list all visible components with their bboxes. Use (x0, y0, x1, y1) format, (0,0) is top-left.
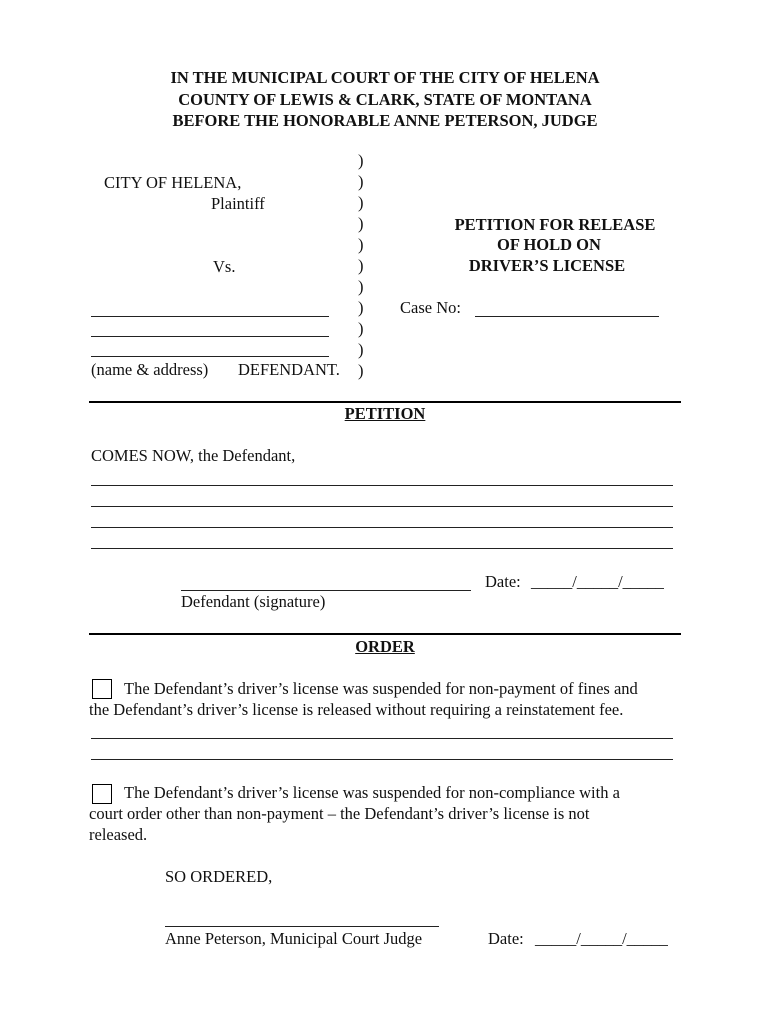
order-option-2-text-line-1: The Defendant’s driver’s license was suspended for non-compliance with a (124, 783, 620, 802)
petition-date-field[interactable]: _____/_____/_____ (531, 572, 664, 591)
plaintiff-name: CITY OF HELENA, (104, 173, 242, 192)
petition-heading: PETITION (344, 404, 426, 423)
document-title-line-1: PETITION FOR RELEASE (454, 215, 656, 234)
section-rule (89, 633, 681, 635)
defendant-signature-label: Defendant (signature) (181, 592, 326, 611)
defendant-blank-line-2[interactable] (91, 336, 329, 337)
court-header-line-3: BEFORE THE HONORABLE ANNE PETERSON, JUDGE (172, 111, 598, 130)
petition-text-line-2[interactable] (91, 506, 673, 507)
caption-parenthesis: ) (358, 256, 364, 275)
caption-parenthesis: ) (358, 214, 364, 233)
document-title-line-3: DRIVER’S LICENSE (468, 256, 626, 275)
defendant-name-note: (name & address) (91, 360, 209, 379)
defendant-blank-line-3[interactable] (91, 356, 329, 357)
order-option-2-checkbox[interactable] (92, 784, 112, 804)
case-number-field[interactable] (475, 316, 659, 317)
caption-parenthesis: ) (358, 172, 364, 191)
order-option-2-text-line-3: released. (89, 825, 148, 844)
order-date-field[interactable]: _____/_____/_____ (535, 929, 668, 948)
versus-label: Vs. (213, 257, 236, 276)
plaintiff-role: Plaintiff (211, 194, 265, 213)
section-rule (89, 401, 681, 403)
petition-text-line-1[interactable] (91, 485, 673, 486)
caption-parenthesis: ) (358, 340, 364, 359)
order-option-1-blank-line-1[interactable] (91, 738, 673, 739)
caption-parenthesis: ) (358, 235, 364, 254)
order-option-2-text-line-2: court order other than non-payment – the Defendant’s driver’s license is not (89, 804, 590, 823)
judge-signature-label: Anne Peterson, Municipal Court Judge (165, 929, 423, 948)
so-ordered-label: SO ORDERED, (165, 867, 273, 886)
case-number-label: Case No: (400, 298, 461, 317)
order-option-1-text-line-1: The Defendant’s driver’s license was suspended for non-payment of fines and (124, 679, 638, 698)
caption-parenthesis: ) (358, 193, 364, 212)
document-title-line-2: OF HOLD ON (497, 235, 601, 254)
petition-text-line-3[interactable] (91, 527, 673, 528)
caption-parenthesis: ) (358, 151, 364, 170)
defendant-signature-line[interactable] (181, 590, 471, 591)
defendant-role: DEFENDANT. (238, 360, 340, 379)
order-option-1-blank-line-2[interactable] (91, 759, 673, 760)
order-option-1-checkbox[interactable] (92, 679, 112, 699)
court-header-line-1: IN THE MUNICIPAL COURT OF THE CITY OF HELENA (170, 68, 600, 87)
caption-parenthesis: ) (358, 361, 364, 380)
order-option-1-text-line-2: the Defendant’s driver’s license is released without requiring a reinstatement fee. (89, 700, 624, 719)
caption-parenthesis: ) (358, 319, 364, 338)
caption-parenthesis: ) (358, 298, 364, 317)
court-header-line-2: COUNTY OF LEWIS & CLARK, STATE OF MONTANA (178, 90, 592, 109)
defendant-blank-line-1[interactable] (91, 316, 329, 317)
order-date-label: Date: (488, 929, 524, 948)
order-heading: ORDER (355, 637, 415, 656)
judge-signature-line[interactable] (165, 926, 439, 927)
petition-text-line-4[interactable] (91, 548, 673, 549)
caption-parenthesis: ) (358, 277, 364, 296)
petition-date-label: Date: (485, 572, 521, 591)
petition-intro: COMES NOW, the Defendant, (91, 446, 296, 465)
